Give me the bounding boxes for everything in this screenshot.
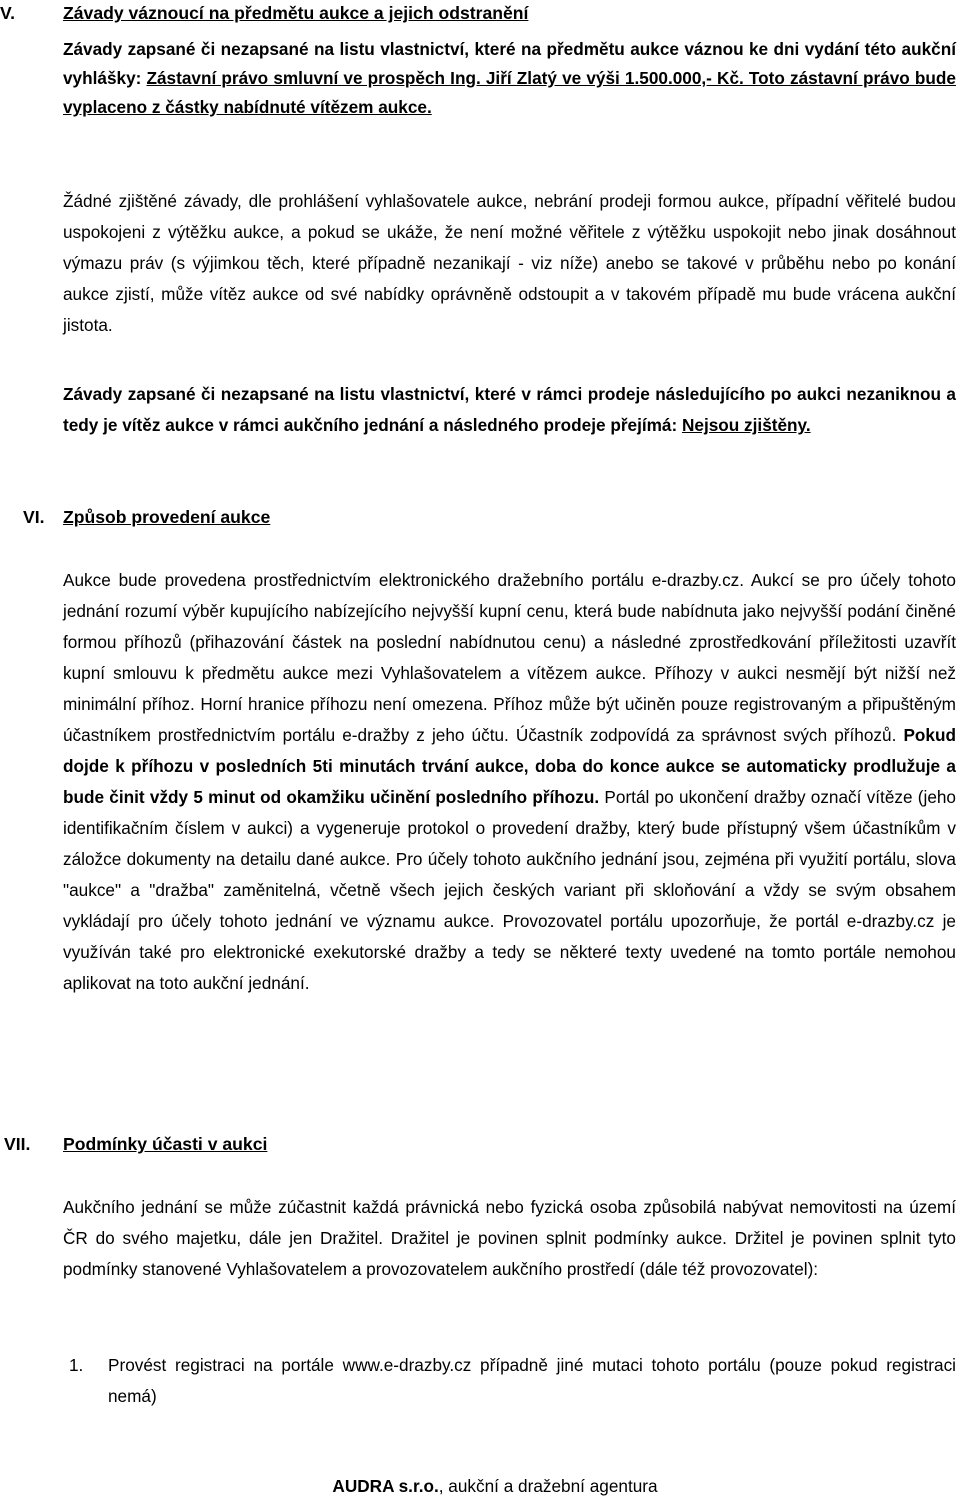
section-v-persisting-defects-intro: Závady zapsané či nezapsané na listu vlastnictví, které v rámci prodeje následujícího po aukci nezaniknou a tedy je vítěz aukce v rámci aukčního jednání a následného prodeje přejímá: — [63, 384, 956, 435]
section-v-title: Závady váznoucí na předmětu aukce a jejich odstranění — [63, 3, 529, 23]
footer-tagline: , aukční a dražební agentura — [438, 1476, 658, 1496]
section-v-persisting-defects-paragraph — [63, 379, 956, 441]
footer-company: AUDRA s.r.o. — [332, 1476, 439, 1496]
section-v-lien-text: Zástavní právo smluvní ve prospěch Ing. Jiří Zlatý ve výši 1.500.000,- Kč. Toto zástavní právo bude vyplaceno z částky nabídnuté vítězem aukce. — [63, 68, 956, 117]
section-vii-title: Podmínky účasti v aukci — [63, 1134, 268, 1154]
section-v-number: V. — [0, 3, 16, 23]
section-vii-conditions-paragraph: Aukčního jednání se může zúčastnit každá právnická nebo fyzická osoba způsobilá nabývat nemovitosti na území ČR do svého majetku, dále jen Dražitel. Dražitel je povinen splnit podmínky aukce. Držitel je povinen splnit tyto podmínky stanovené Vyhlašovatelem a provozovatelem aukčního prostředí (dále též provozovatel): — [63, 1197, 956, 1279]
section-vii-number: VII. — [4, 1134, 31, 1154]
list-item-text: Provést registraci na portále www.e-drazby.cz případně jiné mutaci tohoto portálu (pouze pokud registraci nemá) — [108, 1355, 956, 1406]
section-vi-text-a: Aukce bude provedena prostřednictvím elektronického dražebního portálu e-drazby.cz. Aukcí se pro účely tohoto jednání rozumí výběr kupujícího nabízejícího nejvyšší kupní cenu, která bude nabídnuta jako nejvyšší podání činěné formou příhozů (přihazování částek na poslední nabídnutou cenu) a následné zprostředkování příležitosti uzavřít kupní smlouvu k předmětu aukce mezi Vyhlašovatelem a vítězem aukce. Příhozy v aukci nesmějí být nižší než minimální příhoz. Horní hranice příhozu není omezena. Příhoz může být učiněn pouze registrovaným a připuštěným účastníkem prostřednictvím portálu e-dražby z jeho účtu. Účastník zodpovídá za správnost svých příhozů. — [63, 570, 956, 745]
page-footer — [0, 1474, 960, 1498]
section-vi-title: Způsob provedení aukce — [63, 507, 271, 527]
section-vi-extension-rule: Pokud dojde k příhozu v posledních 5ti minutách trvání aukce, doba do konce aukce se automaticky prodlužuje a bude činit vždy 5 minut od okamžiku učinění posledního příhozu. — [63, 725, 956, 807]
section-v-no-defects-paragraph: Žádné zjištěné závady, dle prohlášení vyhlašovatele aukce, nebrání prodeji formou aukce, případní věřitelé budou uspokojeni z výtěžku aukce, a pokud se ukáže, že není možné věřitele z výtěžku uspokojit nebo jinak dosáhnout výmazu práv (s výjimkou těch, které případně nezanikají - viz níže) anebo se takové v průběhu nebo po konání aukce zjistí, může vítěz aukce od své nabídky oprávněně odstoupit a v takovém případě mu bude vrácena aukční jistota. — [63, 191, 956, 335]
section-v-none-found: Nejsou zjištěny. — [681, 415, 811, 435]
section-v-encumbrances-intro: Závady zapsané či nezapsané na listu vlastnictví, které na předmětu aukce váznou ke dni vydání této aukční vyhlášky: — [63, 39, 956, 88]
section-vi-text-b: Portál po ukončení dražby označí vítěze (jeho identifikačním číslem v aukci) a vygeneruje protokol o provedení dražby, který bude přístupný všem účastníkům v záložce dokumenty na detailu dané aukce. Pro účely tohoto aukčního jednání jsou, zejména při využití portálu, slova "aukce" a "dražba" zaměnitelná, včetně všech jejich českých variant při skloňování a vždy se svým obsahem vykládají pro účely tohoto jednání ve významu aukce. Provozovatel portálu upozorňuje, že portál e-drazby.cz je využíván také pro elektronické exekutorské dražby a tedy se některé texty uvedené na tomto portále nemohou aplikovat na toto aukční jednání. — [63, 787, 956, 993]
section-v-encumbrances-paragraph — [63, 35, 956, 122]
list-item-number: 1. — [69, 1355, 84, 1375]
section-vi-auction-method-paragraph — [63, 565, 956, 999]
section-vi-number: VI. — [23, 507, 45, 527]
